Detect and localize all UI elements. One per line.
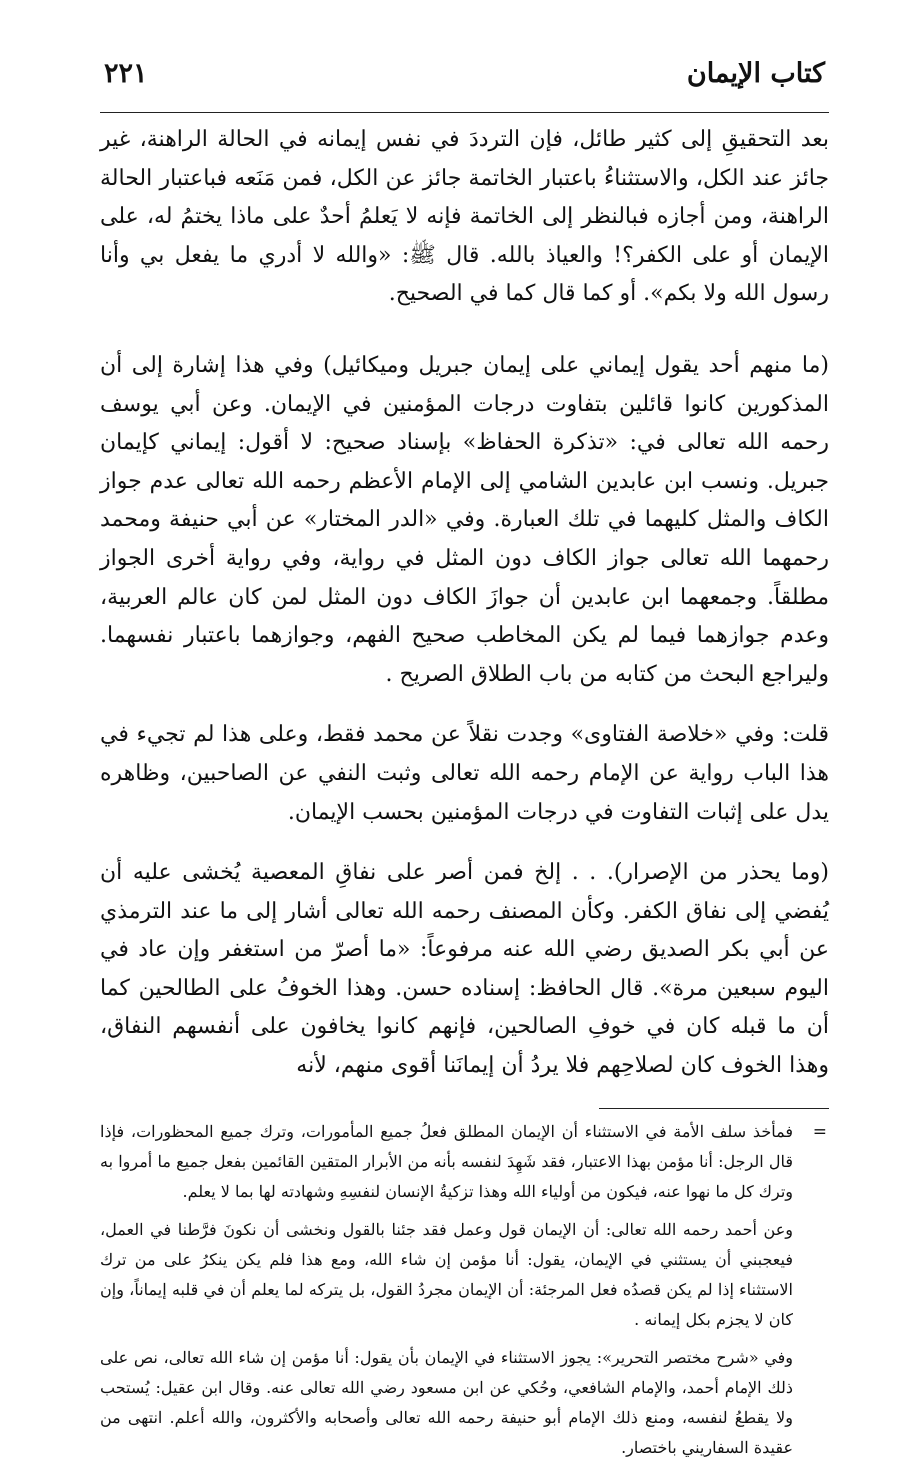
page-number: ٢٢١ — [104, 58, 148, 89]
header-rule — [100, 112, 829, 113]
paragraph-1: بعد التحقيقِ إلى كثير طائل، فإن الترددَ في نفس إيمانه في الحالة الراهنة، غير جائز عند الكل، والاستثناءُ باعتبار الخاتمة جائز عن الكل، فمن مَنَعه فباعتبار الحالة الراهنة، ومن أجازه فبالنظر إلى الخاتمة فإنه لا يَعلمُ أحدٌ على ماذا يختمُ له، على الإيمان أو على الكفر؟! والعياذ بالله. قال ﷺ: «والله لا أدري ما يفعل بي وأنا رسول الله ولا بكم». أو كما قال كما في الصحيح. — [100, 127, 829, 307]
footnote-2: وعن أحمد رحمه الله تعالى: أن الإيمان قول وعمل فقد جئنا بالقول ونخشى أن نكونَ فرَّطنا في العمل، فيعجبني أن يستثني في الإيمان، يقول: أنا مؤمن إن شاء الله، ومع هذا فلم يكن ينكرُ على من ترك الاستثناء إذا لم يكن قصدُه فعل المرجئة: أن الإيمان مجردُ القول، بل يتركه لما يعلم أن في قلبه إيماناً، وإن كان لا يجزم بكل إيمانه . — [100, 1219, 794, 1329]
paragraph-2: (ما منهم أحد يقول إيماني على إيمان جبريل وميكائيل) وفي هذا إشارة إلى أن المذكورين كانوا قائلين بتفاوت درجات المؤمنين في الإيمان. وعن أبي يوسف رحمه الله تعالى في: «تذكرة الحفاظ» بإسناد صحيح: لا أقول: إيماني كإيمان جبريل. ونسب ابن عابدين الشامي إلى الإمام الأعظم رحمه الله تعالى عدم جواز الكاف والمثل كليهما في تلك العبارة. وفي «الدر المختار» عن أبي حنيفة ومحمد رحمهما الله تعالى جواز الكاف دون المثل في رواية، وفي رواية أخرى الجواز مطلقاً. وجمعهما ابن عابدين أن جوازَ الكاف دون المثل لمن كان عالم العربية، وعدم جوازهما فيما لم يكن المخاطب صحيح الفهم، وجوازهما باعتبار نفسهما. وليراجع البحث من كتابه من باب الطلاق الصريح . — [100, 352, 829, 687]
page-header — [100, 58, 829, 108]
paragraph-3: قلت: وفي «خلاصة الفتاوى» وجدت نقلاً عن محمد فقط، وعلى هذا لم تجيء في هذا الباب رواية عن الإمام رحمه الله تعالى وثبت النفي عن الصاحبين، وظاهره يدل على إثبات التفاوت في درجات المؤمنين بحسب الإيمان. — [100, 722, 829, 825]
paragraph-4: (وما يحذر من الإصرار). . . إلخ فمن أصر على نفاقِ المعصية يُخشى عليه أن يُفضي إلى نفاق الكفر. وكأن المصنف رحمه الله تعالى أشار إلى ما عند الترمذي عن أبي بكر الصديق رضي الله عنه مرفوعاً: «ما أصرّ من استغفر وإن عاد في اليوم سبعين مرة». قال الحافظ: إسناده حسن. وهذا الخوفُ على الطالحين كما أن ما قبله كان في خوفِ الصالحين، فإنهم كانوا يخافون على أنفسهم النفاق، وهذا الخوف كان لصلاحِهم فلا يردُ أن إيمانَنا أقوى منهم، لأنه — [100, 860, 829, 1079]
running-title: كتاب الإيمان — [686, 58, 825, 89]
footnote-3: وفي «شرح مختصر التحرير»: يجوز الاستثناء في الإيمان بأن يقول: أنا مؤمن إن شاء الله تعالى، نص على ذلك الإمام أحمد، والإمام الشافعي، وحُكي عن ابن مسعود رضي الله تعالى عنه. وقال ابن عقيل: يُستحب ولا يقطعُ لنفسه، ومنع ذلك الإمام أبو حنيفة رحمه الله تعالى وأصحابه والأكثرون، والله أعلم. انتهى من عقيدة السفاريني باختصار. — [100, 1347, 793, 1457]
footnote-continuation-mark: = — [812, 1121, 827, 1142]
footnotes — [100, 1117, 829, 1463]
footnote-1: فمأخذ سلف الأمة في الاستثناء أن الإيمان المطلق فعلُ جميع المأمورات، وترك جميع المحظورات، فإذا قال الرجل: أنا مؤمن بهذا الاعتبار، فقد شَهِدَ لنفسه بأنه من الأبرار المتقين القائمين بفعل جميع ما أمروا به وترك كل ما نهوا عنه، فيكون من أولياء الله وهذا تزكيةُ الإنسان لنفسِهِ وشهادته لها بما لا يعلم. — [100, 1121, 793, 1201]
footnote-separator — [599, 1108, 829, 1109]
main-text — [100, 121, 829, 1086]
